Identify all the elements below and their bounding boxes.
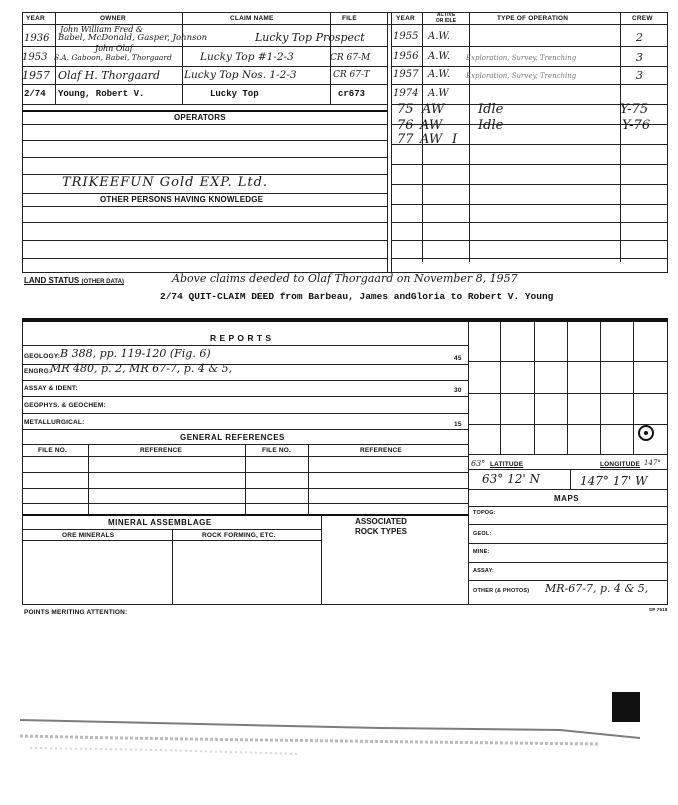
claim-year: 1953 xyxy=(22,52,48,63)
claim-owner: Olaf H. Thorgaard xyxy=(58,69,161,82)
claim-name: Lucky Top Nos. 1-2-3 xyxy=(184,69,297,81)
activity-year: 76 xyxy=(397,118,414,133)
row-rule xyxy=(22,124,387,125)
activity-type: I xyxy=(452,132,458,147)
reports-top-bar xyxy=(22,318,668,322)
engrg-value: MR 480, p. 2, MR 67-7, p. 4 & 5, xyxy=(50,362,233,375)
row-rule xyxy=(391,66,667,67)
activity-year: 1957 xyxy=(393,69,419,80)
land-status-typed: 2/74 QUIT-CLAIM DEED from Barbeau, James andGloria to Robert V. Young xyxy=(160,291,554,302)
mine-label: MINE: xyxy=(473,549,490,555)
rock-forming-header: ROCK FORMING, ETC. xyxy=(202,532,276,539)
longitude-value: 147° 17' W xyxy=(580,474,648,488)
claim-year: 2/74 xyxy=(24,89,46,99)
assay-label: ASSAY & IDENT: xyxy=(24,385,78,392)
bottom-rule xyxy=(22,604,668,605)
activity-year: 75 xyxy=(397,102,414,117)
activity-status: A.W xyxy=(428,88,449,99)
left-border xyxy=(22,12,23,272)
owner-header: OWNER xyxy=(100,15,126,22)
year-header: YEAR xyxy=(26,15,45,22)
claim-name-header: CLAIM NAME xyxy=(230,15,274,22)
geology-value: B 388, pp. 119-120 (Fig. 6) xyxy=(60,347,211,360)
owner-note: John Olaf xyxy=(95,44,133,53)
operator-entry: TRIKEEFUN Gold EXP. Ltd. xyxy=(62,175,269,190)
operators-rule xyxy=(22,110,387,112)
land-status-handwritten: Above claims deeded to Olaf Thorgaard on November 8, 1957 xyxy=(172,272,518,285)
longitude-label: LONGITUDE xyxy=(600,461,641,468)
claim-file: CR 67-T xyxy=(333,70,370,80)
claim-file: cr673 xyxy=(338,89,366,99)
activity-type: Idle xyxy=(478,102,504,117)
activity-crew: 2 xyxy=(636,31,643,44)
activity-status: AW xyxy=(420,118,443,133)
grid-row xyxy=(468,454,667,455)
geol-label: GEOL: xyxy=(473,531,492,537)
mineral-title: MINERAL ASSEMBLAGE xyxy=(108,518,212,527)
row-rule xyxy=(22,240,387,241)
mineral-rule xyxy=(22,514,468,516)
grid-number-30: 30 xyxy=(454,387,462,394)
row-rule xyxy=(468,489,667,490)
row-rule xyxy=(391,184,667,185)
land-status-text: LAND STATUS xyxy=(24,276,80,285)
claim-year: 1957 xyxy=(22,69,50,82)
row-rule xyxy=(391,164,667,165)
row-rule xyxy=(22,104,387,105)
general-refs-title: GENERAL REFERENCES xyxy=(180,433,285,442)
row-rule xyxy=(22,396,468,397)
col-rule xyxy=(182,12,183,104)
grid-row xyxy=(468,361,667,362)
claim-name: Lucky Top xyxy=(210,89,259,99)
row-rule xyxy=(391,258,667,259)
file-header: FILE xyxy=(342,15,357,22)
grid-col xyxy=(600,322,601,454)
activity-status: AW xyxy=(422,102,445,117)
assoc-rock-types xyxy=(355,517,407,537)
owner-note: John William Fred & xyxy=(60,25,143,34)
right-border xyxy=(667,12,668,272)
activity-year: 1974 xyxy=(393,88,419,99)
row-rule xyxy=(22,157,387,158)
topog-label: TOPOG: xyxy=(473,510,496,516)
top-border xyxy=(22,12,668,13)
row-rule xyxy=(468,580,667,581)
latitude-value: 63° 12' N xyxy=(482,472,540,486)
geology-label: GEOLOGY: xyxy=(24,353,61,360)
activity-status: AW xyxy=(420,132,443,147)
activity-year: 77 xyxy=(397,132,414,147)
other-persons-label: OTHER PERSONS HAVING KNOWLEDGE xyxy=(100,195,264,204)
form-number: SP 7518 xyxy=(649,607,668,612)
activity-crew: Y-76 xyxy=(622,118,651,133)
activity-year: 1955 xyxy=(393,31,419,42)
ore-minerals-header: ORE MINERALS xyxy=(62,532,115,539)
row-rule xyxy=(391,84,667,85)
type-operation-header: TYPE OF OPERATION xyxy=(497,15,569,22)
activity-status: A.W. xyxy=(428,51,451,62)
activity-year-header: YEAR xyxy=(396,15,415,22)
row-rule xyxy=(22,345,468,346)
row-rule xyxy=(391,46,667,47)
crew-header: CREW xyxy=(632,15,653,22)
mid-divider xyxy=(391,12,392,272)
grid-row xyxy=(468,393,667,394)
other-photos-value: MR-67-7, p. 4 & 5, xyxy=(545,582,649,595)
geophys-label: GEOPHYS. & GEOCHEM: xyxy=(24,402,106,409)
col-rule xyxy=(570,469,571,489)
activity-type: Exploration, Survey, Trenching xyxy=(466,72,577,80)
col-rule xyxy=(245,444,246,514)
land-status-label xyxy=(24,276,124,285)
ref-reference-header: REFERENCE xyxy=(140,447,182,454)
grid-col xyxy=(633,322,634,454)
activity-crew: Y-75 xyxy=(620,102,649,117)
row-rule xyxy=(22,413,468,414)
row-rule xyxy=(22,380,468,381)
row-rule xyxy=(391,222,667,223)
row-rule xyxy=(22,429,468,430)
col-rule xyxy=(469,12,470,262)
grid-col xyxy=(534,322,535,454)
active-label: ACTIVE xyxy=(436,12,456,18)
maps-label: MAPS xyxy=(554,494,580,503)
engrg-label: ENGRG: xyxy=(24,368,52,375)
activity-type: Idle xyxy=(478,118,504,133)
col-rule xyxy=(308,444,309,514)
row-rule xyxy=(468,543,667,544)
row-rule xyxy=(22,66,387,67)
row-rule xyxy=(22,258,387,259)
col-rule xyxy=(172,529,173,604)
row-rule xyxy=(22,140,387,141)
row-rule xyxy=(391,240,667,241)
claim-name: Lucky Top Prospect xyxy=(255,31,365,44)
activity-status: A.W. xyxy=(428,31,451,42)
activity-crew: 3 xyxy=(636,69,643,82)
ref-file-header: FILE NO. xyxy=(38,447,68,454)
grid-number-15: 15 xyxy=(454,421,462,428)
col-rule xyxy=(321,514,322,604)
claim-file: CR 67-M xyxy=(330,53,371,63)
claim-owner: Young, Robert V. xyxy=(58,89,145,99)
points-meriting-label: POINTS MERITING ATTENTION: xyxy=(24,609,128,616)
row-rule xyxy=(468,562,667,563)
metallurgical-label: METALLURGICAL: xyxy=(24,419,85,426)
activity-status: A.W. xyxy=(428,69,451,80)
row-rule xyxy=(22,206,387,207)
claim-year: 1936 xyxy=(24,33,50,44)
land-status-sublabel: (OTHER DATA) xyxy=(81,279,124,285)
claim-name: Lucky Top #1-2-3 xyxy=(200,51,294,63)
row-rule xyxy=(22,193,387,194)
latitude-degree: 63° xyxy=(471,459,486,468)
assoc-top: ASSOCIATED xyxy=(355,517,407,526)
scan-noise-band xyxy=(0,700,678,770)
col-rule xyxy=(88,444,89,514)
active-idle-header xyxy=(426,12,466,24)
right-border xyxy=(667,322,668,604)
activity-year: 1956 xyxy=(393,51,419,62)
row-rule xyxy=(22,84,387,85)
row-rule xyxy=(468,469,667,470)
row-rule xyxy=(468,506,667,507)
ref-file-header: FILE NO. xyxy=(262,447,292,454)
reports-title: R E P O R T S xyxy=(210,333,272,343)
idle-label: OR IDLE xyxy=(435,18,457,24)
assay-map-label: ASSAY: xyxy=(473,568,495,574)
mid-divider xyxy=(387,12,388,272)
activity-type: Exploration, Survey, Trenching xyxy=(466,54,577,62)
claim-owner: Babel, McDonald, Gasper, Johnson xyxy=(58,33,208,43)
grid-col xyxy=(567,322,568,454)
row-rule xyxy=(468,524,667,525)
other-photos-label: OTHER (& PHOTOS) xyxy=(473,588,530,594)
location-dot-icon xyxy=(644,431,648,435)
row-rule xyxy=(22,46,387,47)
grid-number-45: 45 xyxy=(454,355,462,362)
longitude-degree: 147° xyxy=(644,459,661,467)
claim-owner: S.A. Gaboon, Babel, Thorgaard xyxy=(54,53,172,62)
ref-reference-header: REFERENCE xyxy=(360,447,402,454)
latitude-label: LATITUDE xyxy=(490,461,524,468)
row-rule xyxy=(22,222,387,223)
operators-label: OPERATORS xyxy=(174,113,226,122)
grid-col xyxy=(500,322,501,454)
grid-row xyxy=(468,424,667,425)
col-rule xyxy=(620,12,621,262)
assoc-bottom: ROCK TYPES xyxy=(355,527,408,536)
activity-crew: 3 xyxy=(636,51,643,64)
row-rule xyxy=(391,204,667,205)
